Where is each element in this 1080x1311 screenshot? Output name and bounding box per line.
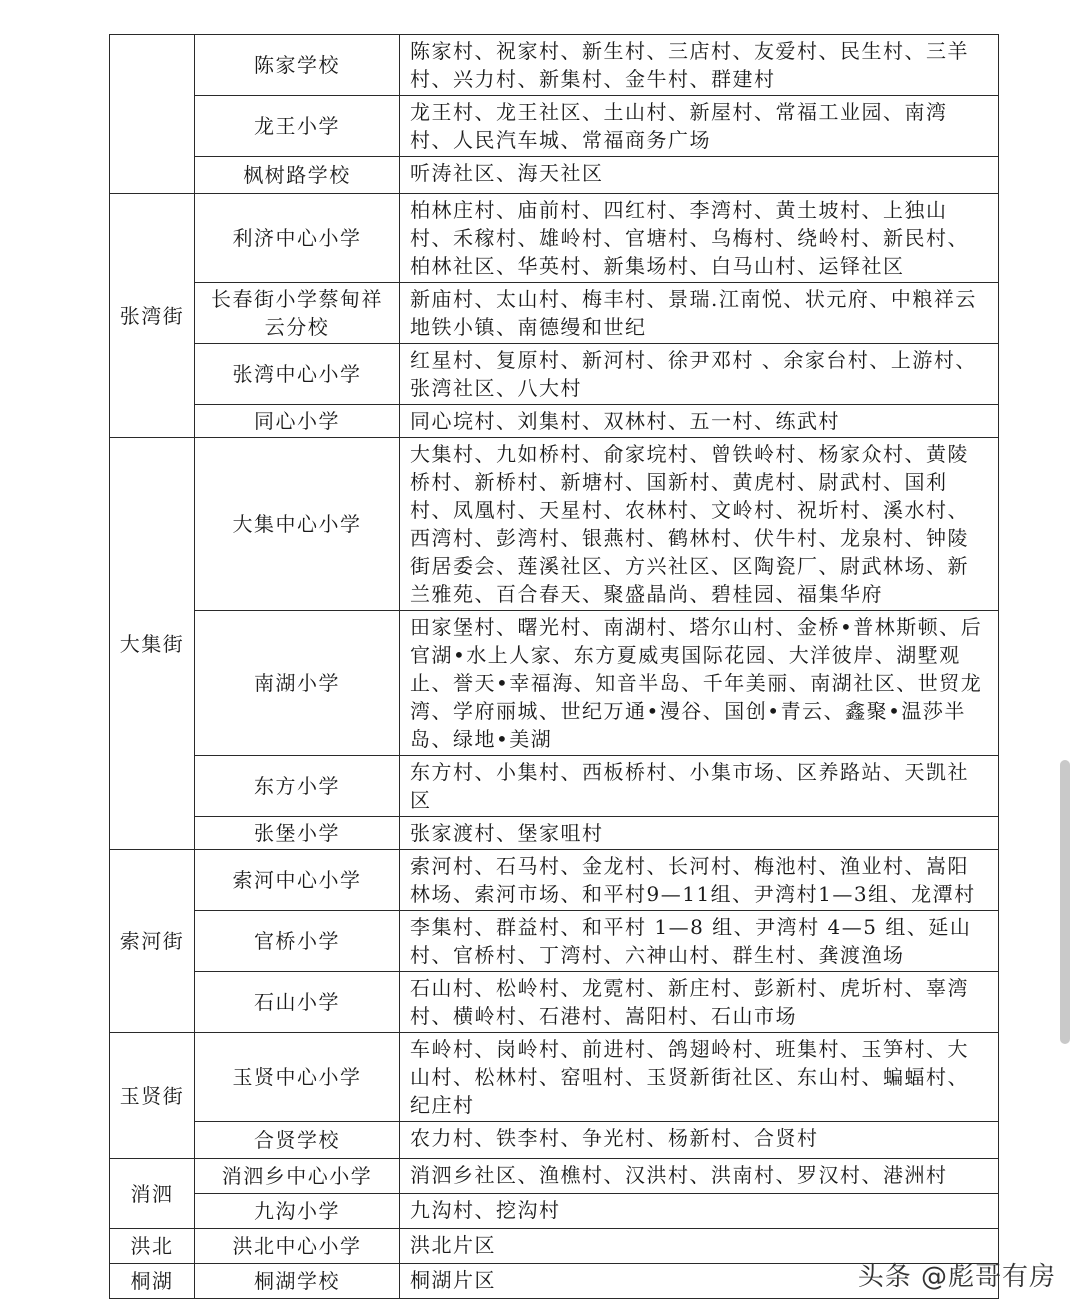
catchment-areas: 索河村、石马村、金龙村、长河村、梅池村、渔业村、嵩阳林场、索河市场、和平村9—11组、尹湾村1—3组、龙潭村 bbox=[400, 850, 999, 911]
school-name: 石山小学 bbox=[195, 972, 400, 1033]
table-row bbox=[110, 850, 999, 911]
district-cell: 消泗 bbox=[110, 1159, 195, 1229]
catchment-areas: 石山村、松岭村、龙霓村、新庄村、彭新村、虎圻村、辜湾村、横岭村、石港村、嵩阳村、石山市场 bbox=[400, 972, 999, 1033]
school-name: 同心小学 bbox=[195, 405, 400, 438]
school-name: 官桥小学 bbox=[195, 911, 400, 972]
catchment-areas: 新庙村、太山村、梅丰村、景瑞.江南悦、状元府、中粮祥云地铁小镇、南德缦和世纪 bbox=[400, 283, 999, 344]
school-name: 索河中心小学 bbox=[195, 850, 400, 911]
table-row bbox=[110, 405, 999, 438]
catchment-areas: 田家堡村、曙光村、南湖村、塔尔山村、金桥•普林斯顿、后官湖•水上人家、东方夏威夷国际花园、大洋彼岸、湖墅观止、誉天•幸福海、知音半岛、千年美丽、南湖社区、世贸龙湾、学府丽城、世纪万通•漫谷、国创•青云、鑫聚•温莎半岛、绿地•美湖 bbox=[400, 611, 999, 756]
watermark: 头条 @彪哥有房 bbox=[857, 1262, 1056, 1292]
scrollbar-thumb[interactable] bbox=[1060, 760, 1070, 1044]
school-name: 合贤学校 bbox=[195, 1122, 400, 1159]
table-row bbox=[110, 344, 999, 405]
school-name: 东方小学 bbox=[195, 756, 400, 817]
catchment-areas: 九沟村、挖沟村 bbox=[400, 1194, 999, 1229]
school-name: 洪北中心小学 bbox=[195, 1229, 400, 1264]
catchment-areas: 消泗乡社区、渔樵村、汉洪村、洪南村、罗汉村、港洲村 bbox=[400, 1159, 999, 1194]
district-cell: 张湾街 bbox=[110, 194, 195, 438]
table-row bbox=[110, 283, 999, 344]
table-row bbox=[110, 1122, 999, 1159]
catchment-areas: 同心垸村、刘集村、双林村、五一村、练武村 bbox=[400, 405, 999, 438]
district-cell: 索河街 bbox=[110, 850, 195, 1033]
school-name: 张堡小学 bbox=[195, 817, 400, 850]
school-name: 桐湖学校 bbox=[195, 1264, 400, 1299]
school-name: 大集中心小学 bbox=[195, 438, 400, 611]
table-row bbox=[110, 194, 999, 283]
table-row bbox=[110, 911, 999, 972]
school-name: 陈家学校 bbox=[195, 35, 400, 96]
catchment-areas: 东方村、小集村、西板桥村、小集市场、区养路站、天凯社区 bbox=[400, 756, 999, 817]
school-name: 张湾中心小学 bbox=[195, 344, 400, 405]
school-name: 玉贤中心小学 bbox=[195, 1033, 400, 1122]
catchment-areas: 李集村、群益村、和平村 1—8 组、尹湾村 4—5 组、延山村、官桥村、丁湾村、六神山村、群生村、龚渡渔场 bbox=[400, 911, 999, 972]
catchment-areas: 车岭村、岗岭村、前进村、鸽翅岭村、班集村、玉笋村、大山村、松林村、窑咀村、玉贤新街社区、东山村、蝙蝠村、纪庄村 bbox=[400, 1033, 999, 1122]
school-name: 九沟小学 bbox=[195, 1194, 400, 1229]
catchment-areas: 农力村、铁李村、争光村、杨新村、合贤村 bbox=[400, 1122, 999, 1159]
catchment-areas: 大集村、九如桥村、俞家垸村、曾铁岭村、杨家众村、黄陵桥村、新桥村、新塘村、国新村、黄虎村、尉武村、国利村、凤凰村、天星村、农林村、文岭村、祝圻村、溪水村、西湾村、彭湾村、银燕村、鹤林村、伏牛村、龙泉村、钟陵街居委会、莲溪社区、方兴社区、区陶瓷厂、尉武林场、新兰雅苑、百合春天、聚盛晶尚、碧桂园、福集华府 bbox=[400, 438, 999, 611]
school-name: 利济中心小学 bbox=[195, 194, 400, 283]
district-cell: 大集街 bbox=[110, 438, 195, 850]
school-name: 枫树路学校 bbox=[195, 157, 400, 194]
catchment-areas: 红星村、复原村、新河村、徐尹邓村 、余家台村、上游村、张湾社区、八大村 bbox=[400, 344, 999, 405]
district-cell: 玉贤街 bbox=[110, 1033, 195, 1159]
school-zone-table bbox=[109, 34, 999, 1299]
table-row bbox=[110, 96, 999, 157]
district-cell: 桐湖 bbox=[110, 1264, 195, 1299]
table-row bbox=[110, 1159, 999, 1194]
school-name: 龙王小学 bbox=[195, 96, 400, 157]
catchment-areas: 龙王村、龙王社区、土山村、新屋村、常福工业园、南湾村、人民汽车城、常福商务广场 bbox=[400, 96, 999, 157]
school-name: 南湖小学 bbox=[195, 611, 400, 756]
table-row bbox=[110, 611, 999, 756]
table-row bbox=[110, 817, 999, 850]
school-name: 长春街小学蔡甸祥云分校 bbox=[195, 283, 400, 344]
school-name: 消泗乡中心小学 bbox=[195, 1159, 400, 1194]
table-row bbox=[110, 35, 999, 96]
district-cell: 洪北 bbox=[110, 1229, 195, 1264]
catchment-areas: 柏林庄村、庙前村、四红村、李湾村、黄土坡村、上独山村、禾稼村、雄岭村、官塘村、乌梅村、绕岭村、新民村、柏林社区、华英村、新集场村、白马山村、运铎社区 bbox=[400, 194, 999, 283]
catchment-areas: 陈家村、祝家村、新生村、三店村、友爱村、民生村、三羊村、兴力村、新集村、金牛村、群建村 bbox=[400, 35, 999, 96]
catchment-areas: 听涛社区、海天社区 bbox=[400, 157, 999, 194]
table-row bbox=[110, 972, 999, 1033]
catchment-areas: 洪北片区 bbox=[400, 1229, 999, 1264]
catchment-areas: 桐湖片区 bbox=[400, 1264, 999, 1299]
table-row bbox=[110, 1194, 999, 1229]
table-row bbox=[110, 157, 999, 194]
table-row bbox=[110, 438, 999, 611]
table-row bbox=[110, 756, 999, 817]
district-cell bbox=[110, 35, 195, 194]
catchment-areas: 张家渡村、堡家咀村 bbox=[400, 817, 999, 850]
table-row bbox=[110, 1033, 999, 1122]
